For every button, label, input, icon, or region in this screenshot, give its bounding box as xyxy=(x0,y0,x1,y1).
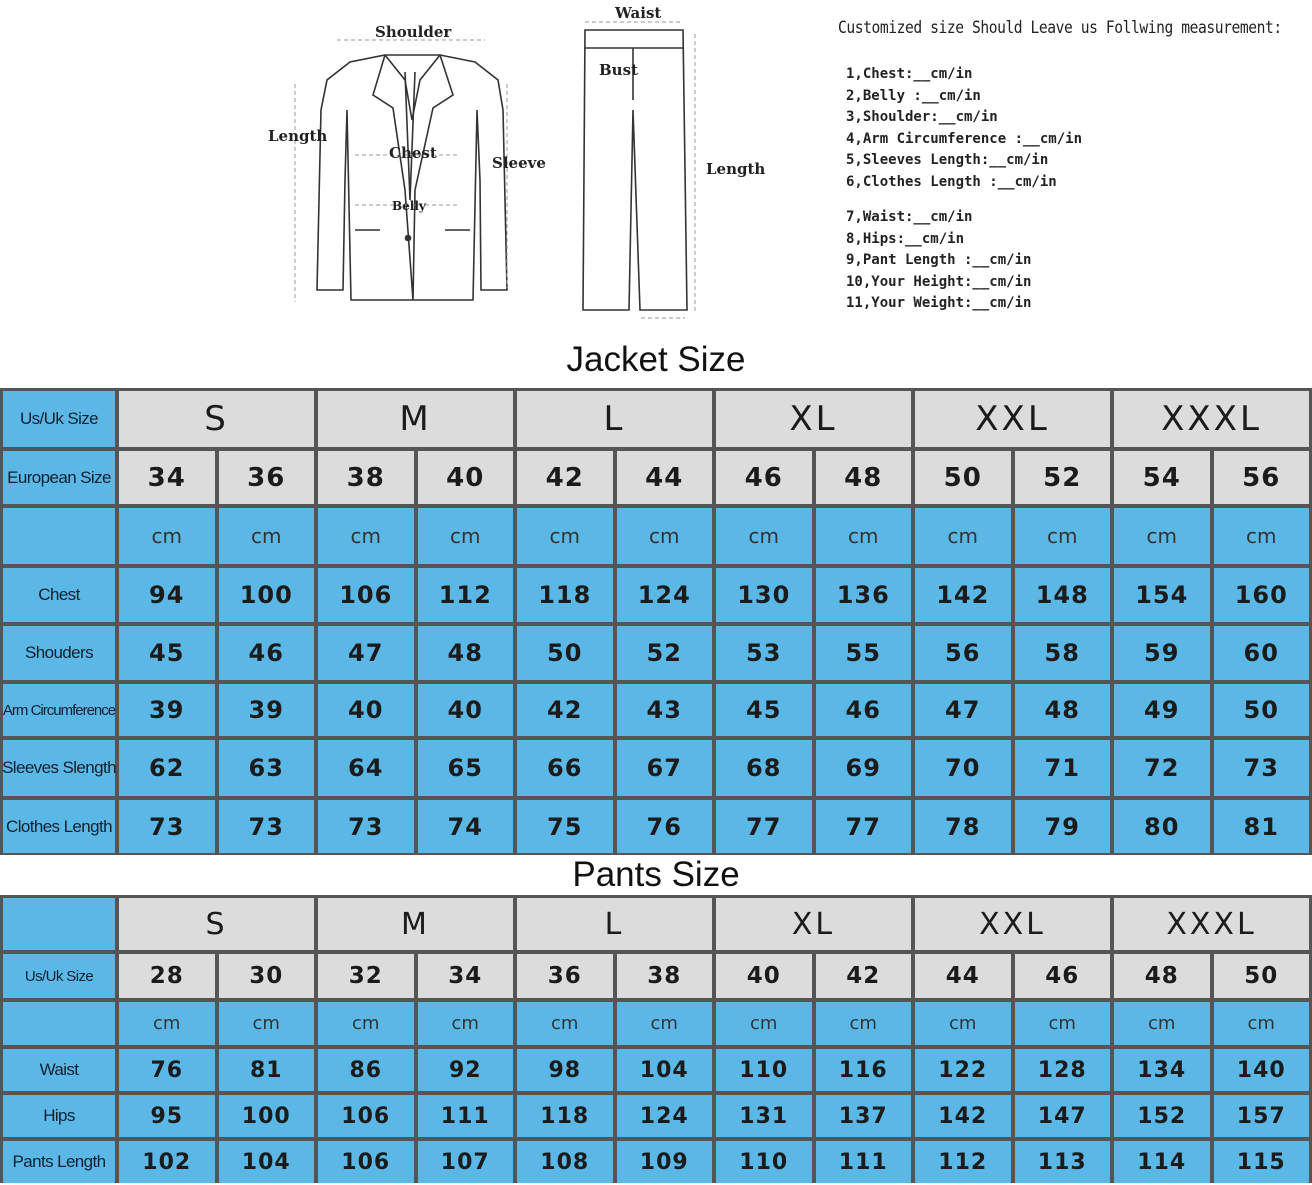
jacket-drawing xyxy=(317,55,507,300)
table-cell: 73 xyxy=(1214,740,1310,796)
pants-size-title: Pants Size xyxy=(572,855,740,894)
table-cell: 109 xyxy=(617,1141,713,1183)
size-header: M xyxy=(318,391,513,447)
row-label: Arm Circumference xyxy=(3,684,115,736)
size-header: S xyxy=(119,898,314,950)
measurement-item: 7,Waist:__cm/in xyxy=(846,209,973,225)
table-cell: 116 xyxy=(816,1049,912,1091)
table-cell: 70 xyxy=(915,740,1011,796)
jacket-length-label: Length xyxy=(268,127,328,145)
table-cell: 110 xyxy=(716,1141,812,1183)
european-size-label: European Size xyxy=(3,451,115,504)
table-cell: 113 xyxy=(1015,1141,1111,1183)
table-cell: 48 xyxy=(1015,684,1111,736)
table-cell: 100 xyxy=(219,1095,315,1137)
european-size-cell: 36 xyxy=(219,451,315,504)
measurement-item: 9,Pant Length :__cm/in xyxy=(846,252,1032,268)
table-cell: 65 xyxy=(418,740,514,796)
table-cell: 45 xyxy=(716,684,812,736)
table-cell: 102 xyxy=(119,1141,215,1183)
table-cell: 111 xyxy=(816,1141,912,1183)
us-size-cell: 50 xyxy=(1214,954,1310,998)
table-cell: 55 xyxy=(816,626,912,680)
table-cell: 134 xyxy=(1114,1049,1210,1091)
table-cell: 50 xyxy=(517,626,613,680)
table-cell: 66 xyxy=(517,740,613,796)
table-cell: 45 xyxy=(119,626,215,680)
table-cell: 111 xyxy=(418,1095,514,1137)
european-size-cell: 38 xyxy=(318,451,414,504)
us-size-cell: 38 xyxy=(617,954,713,998)
table-cell: 48 xyxy=(418,626,514,680)
table-cell: 108 xyxy=(517,1141,613,1183)
bust-label: Bust xyxy=(599,61,638,79)
table-cell: 148 xyxy=(1015,568,1111,622)
measurement-item: 4,Arm Circumference :__cm/in xyxy=(846,130,1083,147)
table-cell: 69 xyxy=(816,740,912,796)
unit-cell: cm xyxy=(517,1002,613,1045)
row-label: Shouders xyxy=(3,626,115,680)
table-cell: 136 xyxy=(816,568,912,622)
table-cell: 104 xyxy=(617,1049,713,1091)
unit-cell: cm xyxy=(816,1002,912,1045)
measurement-item: 11,Your Weight:__cm/in xyxy=(846,295,1032,311)
size-header: XL xyxy=(716,391,911,447)
table-cell: 77 xyxy=(816,800,912,853)
table-cell: 124 xyxy=(617,568,713,622)
measurement-group-jacket xyxy=(838,64,1312,193)
measurement-item: 5,Sleeves Length:__cm/in xyxy=(846,152,1049,168)
unit-cell: cm xyxy=(119,1002,215,1045)
unit-cell: cm xyxy=(517,508,613,564)
size-header: L xyxy=(517,391,712,447)
us-size-cell: 28 xyxy=(119,954,215,998)
unit-cell: cm xyxy=(418,1002,514,1045)
table-cell: 142 xyxy=(915,1095,1011,1137)
table-cell: 137 xyxy=(816,1095,912,1137)
size-header-label xyxy=(3,898,115,950)
unit-cell: cm xyxy=(318,1002,414,1045)
unit-cell: cm xyxy=(716,508,812,564)
unit-row-label xyxy=(3,1002,115,1045)
sleeve-label: Sleeve xyxy=(492,154,546,172)
european-size-cell: 50 xyxy=(915,451,1011,504)
table-cell: 46 xyxy=(816,684,912,736)
size-header: XL xyxy=(716,898,911,950)
unit-cell: cm xyxy=(1015,508,1111,564)
measurement-item: 2,Belly :__cm/in xyxy=(846,87,981,104)
measurement-item: 10,Your Height:__cm/in xyxy=(846,273,1032,290)
table-cell: 94 xyxy=(119,568,215,622)
table-cell: 154 xyxy=(1114,568,1210,622)
row-label: Sleeves Slength xyxy=(3,740,115,796)
us-size-cell: 46 xyxy=(1015,954,1111,998)
unit-cell: cm xyxy=(219,508,315,564)
unit-cell: cm xyxy=(418,508,514,564)
size-header: L xyxy=(517,898,712,950)
us-uk-size-label: Us/Uk Size xyxy=(3,391,115,447)
table-cell: 112 xyxy=(915,1141,1011,1183)
table-cell: 76 xyxy=(617,800,713,853)
table-cell: 107 xyxy=(418,1141,514,1183)
table-cell: 77 xyxy=(716,800,812,853)
unit-cell: cm xyxy=(915,508,1011,564)
us-size-cell: 36 xyxy=(517,954,613,998)
measurement-item: 8,Hips:__cm/in xyxy=(846,230,965,247)
table-cell: 100 xyxy=(219,568,315,622)
row-label: Chest xyxy=(3,568,115,622)
table-cell: 79 xyxy=(1015,800,1111,853)
us-size-cell: 40 xyxy=(716,954,812,998)
table-cell: 63 xyxy=(219,740,315,796)
unit-cell: cm xyxy=(716,1002,812,1045)
table-cell: 50 xyxy=(1214,684,1310,736)
table-cell: 53 xyxy=(716,626,812,680)
table-cell: 147 xyxy=(1015,1095,1111,1137)
row-label: Clothes Length xyxy=(3,800,115,853)
row-label: Pants Length xyxy=(3,1141,115,1183)
size-header: S xyxy=(119,391,314,447)
table-cell: 73 xyxy=(119,800,215,853)
waist-label: Waist xyxy=(615,4,662,22)
unit-cell: cm xyxy=(617,508,713,564)
table-cell: 110 xyxy=(716,1049,812,1091)
table-cell: 106 xyxy=(318,1095,414,1137)
suit-measurement-illustration xyxy=(255,0,815,330)
unit-cell: cm xyxy=(219,1002,315,1045)
table-cell: 46 xyxy=(219,626,315,680)
table-cell: 92 xyxy=(418,1049,514,1091)
measurement-instructions xyxy=(838,18,1312,315)
unit-cell: cm xyxy=(1015,1002,1111,1045)
unit-row-label xyxy=(3,508,115,564)
us-size-cell: 34 xyxy=(418,954,514,998)
table-cell: 106 xyxy=(318,1141,414,1183)
table-cell: 39 xyxy=(219,684,315,736)
unit-cell: cm xyxy=(915,1002,1011,1045)
us-size-cell: 32 xyxy=(318,954,414,998)
size-header: XXXL xyxy=(1114,391,1309,447)
european-size-cell: 46 xyxy=(716,451,812,504)
table-cell: 73 xyxy=(219,800,315,853)
chest-label: Chest xyxy=(389,144,437,162)
unit-cell: cm xyxy=(1114,508,1210,564)
table-cell: 118 xyxy=(517,568,613,622)
table-cell: 86 xyxy=(318,1049,414,1091)
measurement-group-pants xyxy=(838,207,1312,315)
table-cell: 157 xyxy=(1214,1095,1310,1137)
table-cell: 47 xyxy=(318,626,414,680)
european-size-cell: 34 xyxy=(119,451,215,504)
table-cell: 64 xyxy=(318,740,414,796)
table-cell: 59 xyxy=(1114,626,1210,680)
table-cell: 114 xyxy=(1114,1141,1210,1183)
unit-cell: cm xyxy=(1214,508,1310,564)
european-size-cell: 44 xyxy=(617,451,713,504)
size-header: XXL xyxy=(915,391,1110,447)
table-cell: 39 xyxy=(119,684,215,736)
us-size-cell: 44 xyxy=(915,954,1011,998)
table-cell: 67 xyxy=(617,740,713,796)
size-header: M xyxy=(318,898,513,950)
us-size-cell: 30 xyxy=(219,954,315,998)
european-size-cell: 42 xyxy=(517,451,613,504)
european-size-cell: 56 xyxy=(1214,451,1310,504)
table-cell: 71 xyxy=(1015,740,1111,796)
table-cell: 152 xyxy=(1114,1095,1210,1137)
jacket-size-table xyxy=(0,388,1312,855)
table-cell: 75 xyxy=(517,800,613,853)
table-cell: 81 xyxy=(1214,800,1310,853)
table-cell: 72 xyxy=(1114,740,1210,796)
table-cell: 47 xyxy=(915,684,1011,736)
row-label: Hips xyxy=(3,1095,115,1137)
measurement-item: 3,Shoulder:__cm/in xyxy=(846,109,998,125)
measurement-item: 1,Chest:__cm/in xyxy=(846,66,973,82)
table-cell: 115 xyxy=(1214,1141,1310,1183)
table-cell: 78 xyxy=(915,800,1011,853)
measurement-guide xyxy=(0,0,1312,335)
table-cell: 80 xyxy=(1114,800,1210,853)
us-uk-size-label: Us/Uk Size xyxy=(3,954,115,998)
table-cell: 60 xyxy=(1214,626,1310,680)
us-size-cell: 42 xyxy=(816,954,912,998)
pants-size-table xyxy=(0,895,1312,1183)
european-size-cell: 54 xyxy=(1114,451,1210,504)
table-cell: 112 xyxy=(418,568,514,622)
unit-cell: cm xyxy=(617,1002,713,1045)
shoulder-label: Shoulder xyxy=(375,23,452,41)
table-cell: 40 xyxy=(418,684,514,736)
table-cell: 122 xyxy=(915,1049,1011,1091)
european-size-cell: 40 xyxy=(418,451,514,504)
unit-cell: cm xyxy=(816,508,912,564)
table-cell: 106 xyxy=(318,568,414,622)
table-cell: 142 xyxy=(915,568,1011,622)
table-cell: 81 xyxy=(219,1049,315,1091)
table-cell: 43 xyxy=(617,684,713,736)
table-cell: 40 xyxy=(318,684,414,736)
table-cell: 73 xyxy=(318,800,414,853)
table-cell: 124 xyxy=(617,1095,713,1137)
table-cell: 140 xyxy=(1214,1049,1310,1091)
table-cell: 160 xyxy=(1214,568,1310,622)
pants-length-label: Length xyxy=(706,160,766,178)
table-cell: 68 xyxy=(716,740,812,796)
table-cell: 128 xyxy=(1015,1049,1111,1091)
belly-label: Belly xyxy=(392,199,426,213)
unit-cell: cm xyxy=(318,508,414,564)
table-cell: 58 xyxy=(1015,626,1111,680)
table-cell: 52 xyxy=(617,626,713,680)
table-cell: 118 xyxy=(517,1095,613,1137)
measurement-item: 6,Clothes Length :__cm/in xyxy=(846,173,1057,190)
table-cell: 56 xyxy=(915,626,1011,680)
size-header: XXL xyxy=(915,898,1110,950)
table-cell: 130 xyxy=(716,568,812,622)
european-size-cell: 48 xyxy=(816,451,912,504)
unit-cell: cm xyxy=(1114,1002,1210,1045)
table-cell: 62 xyxy=(119,740,215,796)
table-cell: 98 xyxy=(517,1049,613,1091)
table-cell: 76 xyxy=(119,1049,215,1091)
table-cell: 95 xyxy=(119,1095,215,1137)
row-label: Waist xyxy=(3,1049,115,1091)
measurement-title: Customized size Should Leave us Follwing measurement: xyxy=(838,18,1282,38)
table-cell: 74 xyxy=(418,800,514,853)
table-cell: 49 xyxy=(1114,684,1210,736)
us-size-cell: 48 xyxy=(1114,954,1210,998)
european-size-cell: 52 xyxy=(1015,451,1111,504)
unit-cell: cm xyxy=(1214,1002,1310,1045)
table-cell: 131 xyxy=(716,1095,812,1137)
table-cell: 42 xyxy=(517,684,613,736)
jacket-size-title: Jacket Size xyxy=(566,340,746,379)
table-cell: 104 xyxy=(219,1141,315,1183)
size-header: XXXL xyxy=(1114,898,1309,950)
unit-cell: cm xyxy=(119,508,215,564)
